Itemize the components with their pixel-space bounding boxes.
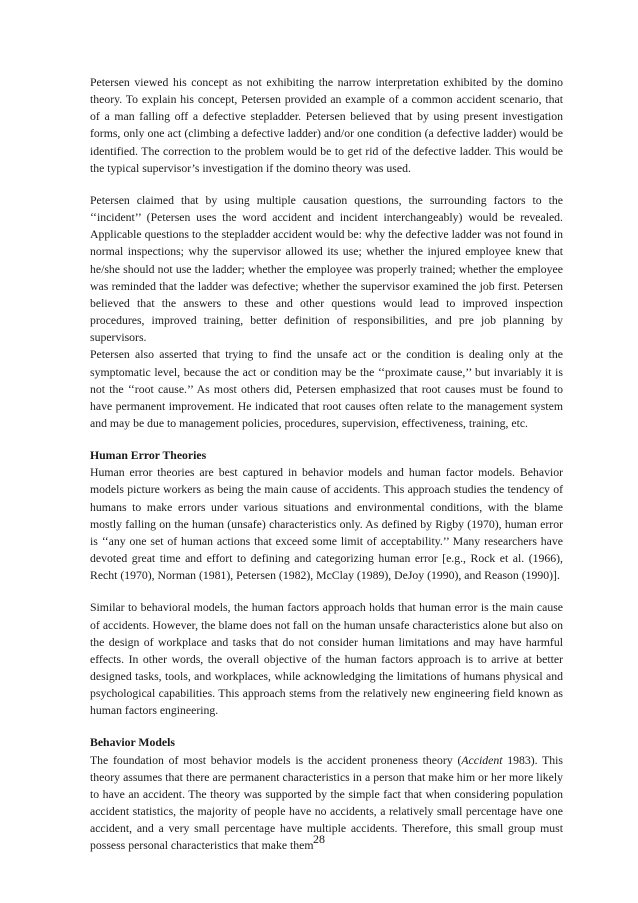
paragraph-human-factors: Similar to behavioral models, the human factors approach holds that human error is the main cause of accidents. However, the blame does not fall on the human unsafe characteristics alone but also on the design of workplace and tasks that do not consider human limitations and may have harmful effects. In other words, the overall objective of the human factors approach is to arrive at better designed tasks, tools, and workplaces, while acknowledging the limitations of humans physical and psychological capabilities. This approach stems from the relatively new engineering field known as human factors engineering. (90, 601, 563, 718)
behavior-citation-italic: Accident (461, 753, 503, 767)
paragraph-root-cause: Petersen also asserted that trying to find the unsafe act or the condition is dealing only at the symptomatic level, because the act or condition may be the ‘‘proximate cause,’’ but invariably it is not the ‘‘root cause.’’ As most others did, Petersen emphasized that root causes must be found to have permanent improvement. He indicated that root causes often relate to the management system and may be due to management policies, procedures, supervision, effectiveness, training, etc. (90, 348, 563, 430)
behavior-text-end: 1983). This theory assumes that there are permanent characteristics in a person that make him or her more likely to have an accident. The theory was supported by the simple fact that when considering population accident statistics, the majority of people have no accidents, a relatively small percentage have one accident, and a very small percentage have multiple accidents. Therefore, this small group must possess personal characteristics that make them (90, 753, 563, 853)
heading-behavior-models: Behavior Models (90, 736, 175, 750)
paragraph-multiple-causation: Petersen claimed that by using multiple causation questions, the surrounding factors to the ‘‘incident’’ (Petersen uses the word accident and incident interchangeably) would be revealed. Applicable questions to the stepladder accident would be: why the defective ladder was not found in normal inspections; why the supervisor allowed its use; whether the injured employee knew that he/she should not use the ladder; whether the employee was properly trained; whether the employee was reminded that the ladder was defective; whether the supervisor examined the job first. Petersen believed that the answers to these and other questions would lead to improved inspection procedures, improved training, better definition of responsibilities, and pre job planning by supervisors. (90, 193, 563, 345)
heading-human-error-theories: Human Error Theories (90, 449, 207, 463)
page-body (90, 74, 563, 855)
page-number: 28 (313, 832, 325, 846)
behavior-text-start: The foundation of most behavior models is the accident proneness theory ( (90, 753, 462, 767)
paragraph-petersen-concept: Petersen viewed his concept as not exhibiting the narrow interpretation exhibited by the domino theory. To explain his concept, Petersen provided an example of a common accident scenario, that of a man falling off a defective stepladder. Petersen believed that by using present investigation forms, only one act (climbing a defective ladder) and/or one condition (a defective ladder) would be identified. The correction to the problem would be to get rid of the defective ladder. This would be the typical supervisor’s investigation if the domino theory was used. (90, 76, 563, 175)
paragraph-human-error: Human error theories are best captured in behavior models and human factor models. Behavior models picture workers as being the main cause of accidents. This approach studies the tendency of humans to make errors under various situations and environmental conditions, with the blame mostly falling on the human (unsafe) characteristics only. As defined by Rigby (1970), human error is ‘‘any one set of human actions that exceed some limit of acceptability.’’ Many researchers have devoted great time and effort to defining and categorizing human error [e.g., Rock et al. (1966), Recht (1970), Norman (1981), Petersen (1982), McClay (1989), DeJoy (1990), and Reason (1990)]. (90, 466, 563, 583)
